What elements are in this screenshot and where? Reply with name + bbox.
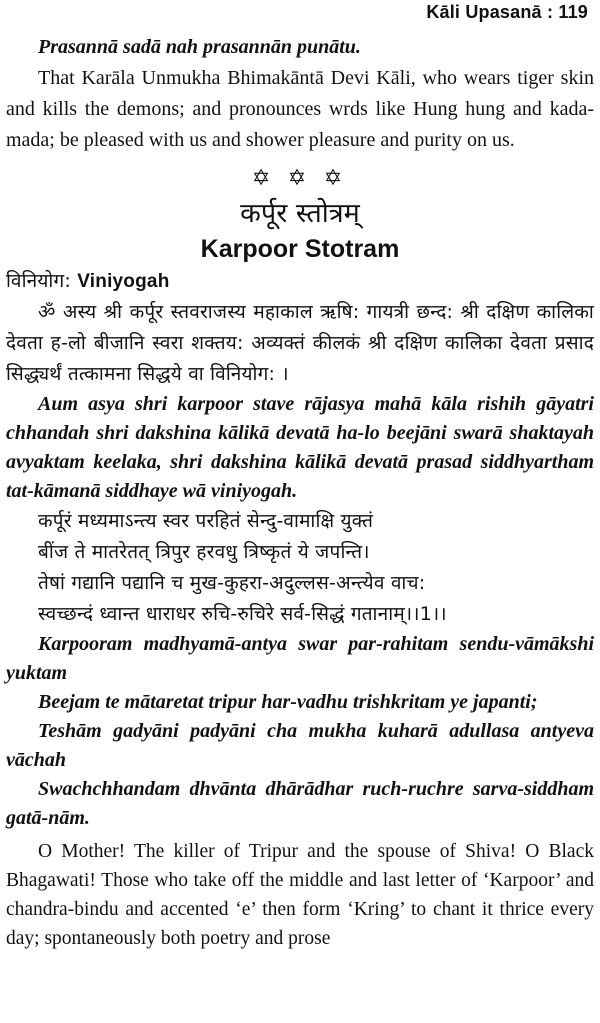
- viniyoga-transliteration: Aum asya shri karpoor stave rājasya mahā kāla rishih gāyatri chhandah shri dakshina kālikā devatā ha-lo beejāni swarā shaktayah avyaktam keelaka, shri dakshina kālikā devatā prasad siddhyartham tat-kāmanā siddhaye wā viniyogah.: [6, 393, 594, 502]
- running-head: Kāli Upasanā : 119: [426, 2, 588, 22]
- verse-meaning: O Mother! The killer of Tripur and the spouse of Shiva! O Black Bhagawati! Those who take off the middle and last letter of ‘Karpoor’ and chandra-bindu and accented ‘e’ then form ‘Kring’ to chant it thrice every day; spontaneously both poetry and prose: [6, 841, 594, 949]
- verse-transliteration-line: Swachchhandam dhvānta dhārādhar ruch-ruchre sarva-siddham gatā-nām.: [6, 778, 594, 829]
- verse-line: तेषां गद्यानि पद्यानि च मुख-कुहरा-अदुल्लस-अन्त्येव वाच:: [38, 572, 426, 594]
- title-english: Karpoor Stotram: [200, 235, 400, 263]
- page-content: [6, 32, 594, 953]
- viniyoga-sanskrit: ॐ अस्य श्री कर्पूर स्तवराजस्य महाकाल ऋषि: गायत्री छन्द: श्री दक्षिण कालिका देवता ह-लो बीजानि स्वरा शक्तय: अव्यक्तं कीलकं श्री दक्षिण कालिका देवता प्रसाद सिद्ध्यर्थं तत्कामना सिद्धये वा विनियोग: ।: [6, 301, 594, 385]
- verse-line: कर्पूरं मध्यमाऽन्त्य स्वर परहितं सेन्दु-वामाक्षि युक्तं: [38, 510, 374, 532]
- verse-transliteration-line: Teshām gadyāni padyāni cha mukha kuharā adullasa antyeva vāchah: [6, 720, 594, 771]
- viniyoga-label: [6, 266, 594, 297]
- verse-transliteration-line: Karpooram madhyamā-antya swar par-rahitam sendu-vāmākshi yuktam: [6, 633, 594, 684]
- intro-translation: That Karāla Unmukha Bhimakāntā Devi Kāli, who wears tiger skin and kills the demons; and pronounces wrds like Hung hung and kada-mada; be pleased with us and shower pleasure and purity on us.: [6, 67, 594, 151]
- title-devanagari: कर्पूर स्तोत्रम्: [240, 198, 360, 229]
- verse-transliteration-line: Beejam te mātaretat tripur har-vadhu trishkritam ye japanti;: [38, 691, 538, 713]
- viniyoga-label-devanagari: विनियोग:: [6, 270, 71, 292]
- viniyoga-label-english: Viniyogah: [77, 271, 170, 292]
- verse-line: बींज ते मातरेतत् त्रिपुर हरवधु त्रिष्कृतं ये जपन्ति।: [38, 541, 370, 563]
- intro-mantra-line: Prasannā sadā nah prasannān punātu.: [38, 36, 361, 58]
- verse-line: स्वच्छन्दं ध्वान्त धाराधर रुचि-रुचिरे सर्व-सिद्धं गतानाम्।।1।।: [38, 603, 447, 625]
- star-ornament: ✡ ✡ ✡: [251, 165, 349, 190]
